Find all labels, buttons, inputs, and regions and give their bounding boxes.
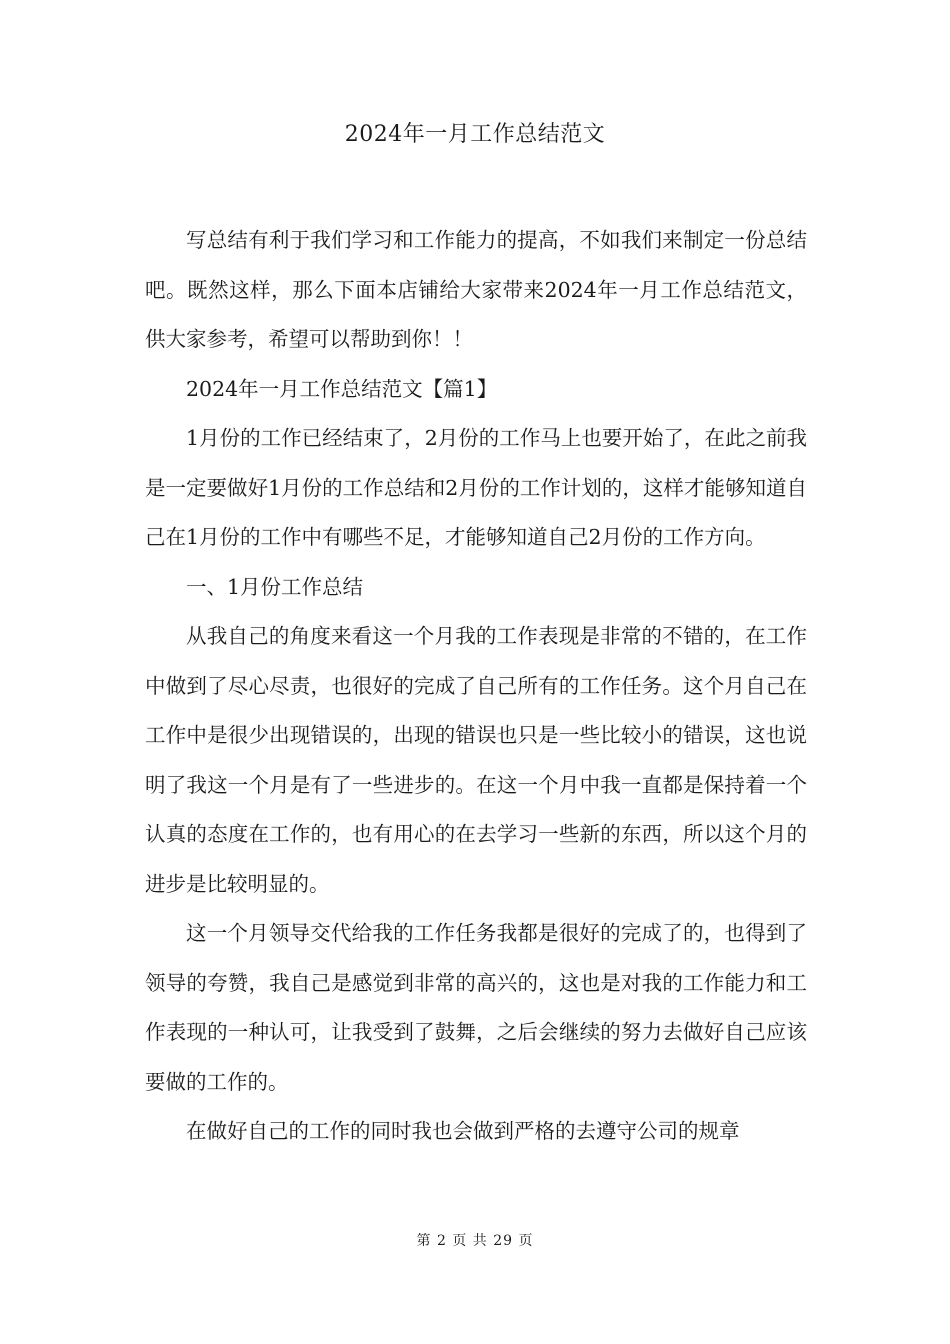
document-body xyxy=(145,216,807,1157)
document-title: 2024年一月工作总结范文 xyxy=(344,122,606,147)
section-heading-part-1: 2024年一月工作总结范文【篇1】 xyxy=(186,376,498,401)
intro-paragraph: 写总结有利于我们学习和工作能力的提高，不如我们来制定一份总结吧。既然这样，那么下面本店铺给大家带来2024年一月工作总结范文，供大家参考，希望可以帮助到你！！ xyxy=(145,228,807,351)
body-paragraph: 这一个月领导交代给我的工作任务我都是很好的完成了的，也得到了领导的夸赞，我自己是感觉到非常的高兴的，这也是对我的工作能力和工作表现的一种认可，让我受到了鼓舞，之后会继续的努力去做好自己应该要做的工作的。 xyxy=(145,921,807,1094)
body-paragraph: 在做好自己的工作的同时我也会做到严格的去遵守公司的规章 xyxy=(186,1119,740,1143)
subheading-january-summary: 一、1月份工作总结 xyxy=(186,574,364,599)
body-paragraph: 从我自己的角度来看这一个月我的工作表现是非常的不错的，在工作中做到了尽心尽责，也很好的完成了自己所有的工作任务。这个月自己在工作中是很少出现错误的，出现的错误也只是一些比较小的错误，这也说明了我这一个月是有了一些进步的。在这一个月中我一直都是保持着一个认真的态度在工作的，也有用心的在去学习一些新的东西，所以这个月的进步是比较明显的。 xyxy=(145,624,807,896)
page-number-footer: 第 2 页 共 29 页 xyxy=(416,1233,534,1249)
body-paragraph: 1月份的工作已经结束了，2月份的工作马上也要开始了，在此之前我是一定要做好1月份的工作总结和2月份的工作计划的，这样才能够知道自己在1月份的工作中有哪些不足，才能够知道自己2月份的工作方向。 xyxy=(145,426,807,549)
